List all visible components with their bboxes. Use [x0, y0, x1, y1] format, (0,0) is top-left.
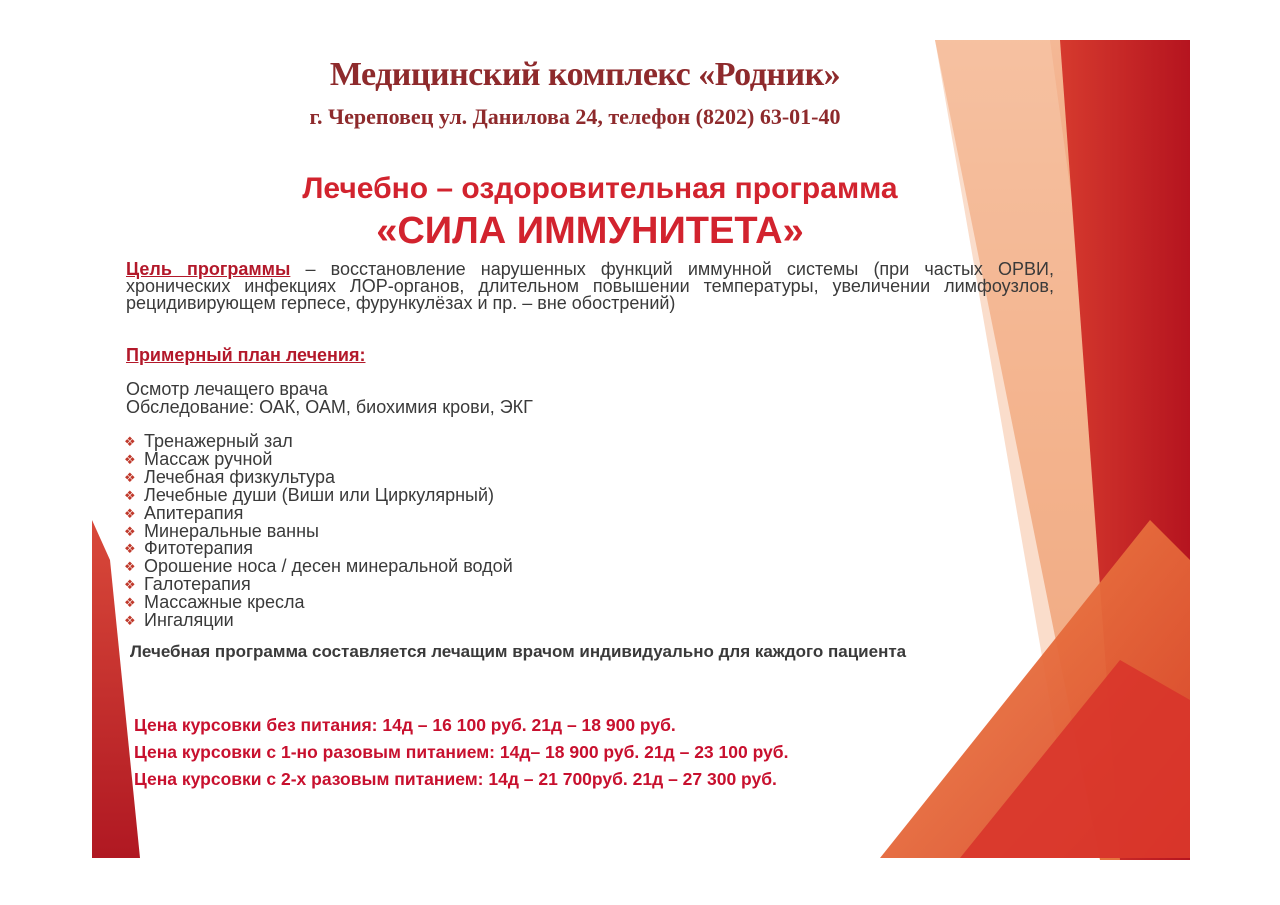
list-item: ❖ Ингаляции [124, 610, 234, 631]
price-no-meals: Цена курсовки без питания: 14д – 16 100 руб. 21д – 18 900 руб. [134, 715, 676, 735]
program-title: Лечебно – оздоровительная программа [302, 172, 898, 205]
program-goal [126, 261, 1054, 312]
diamond-bullet-icon: ❖ [124, 505, 136, 521]
diamond-bullet-icon: ❖ [124, 541, 136, 557]
program-note: Лечебная программа составляется лечащим врачом индивидуально для каждого пациента [130, 642, 907, 661]
diamond-bullet-icon: ❖ [124, 523, 136, 539]
goal-label: Цель программы [126, 259, 291, 279]
diamond-bullet-icon: ❖ [124, 559, 136, 575]
list-item: ❖ Лечебные души (Виши или Циркулярный) [124, 484, 495, 505]
list-item: ❖ Фитотерапия [124, 538, 254, 559]
list-item: ❖ Тренажерный зал [124, 431, 293, 451]
diamond-bullet-icon: ❖ [124, 577, 136, 593]
diamond-bullet-icon: ❖ [124, 595, 136, 611]
plan-heading: Примерный план лечения: [126, 345, 366, 365]
list-item: ❖ Массаж ручной [124, 448, 273, 469]
program-name: «СИЛА ИММУНИТЕТА» [376, 210, 804, 252]
price-two-meals: Цена курсовки с 2-х разовым питанием: 14д – 21 700руб. 21д – 27 300 руб. [134, 769, 777, 789]
services-list [124, 433, 513, 630]
list-item: ❖ Минеральные ванны [124, 520, 319, 541]
list-item: ❖ Массажные кресла [124, 592, 305, 613]
plan-exam: Осмотр лечащего врача [126, 379, 328, 399]
diamond-bullet-icon: ❖ [124, 434, 136, 449]
list-item: ❖ Лечебная физкультура [124, 466, 335, 487]
list-item: ❖ Орошение носа / десен минеральной водой [124, 556, 513, 577]
price-one-meal: Цена курсовки с 1-но разовым питанием: 14д– 18 900 руб. 21д – 23 100 руб. [134, 742, 789, 762]
plan-tests: Обследование: ОАК, ОАМ, биохимия крови, ЭКГ [126, 397, 533, 417]
diamond-bullet-icon: ❖ [124, 613, 136, 629]
diamond-bullet-icon: ❖ [124, 451, 136, 467]
list-item: ❖ Апитерапия [124, 502, 244, 523]
address-phone: г. Череповец ул. Данилова 24, телефон (8202) 63-01-40 [309, 104, 841, 129]
diamond-bullet-icon: ❖ [124, 469, 136, 485]
diamond-bullet-icon: ❖ [124, 487, 136, 503]
goal-text: – восстановление нарушенных функций иммунной системы (при частых ОРВИ, хронических инфекциях ЛОР-органов, длительном повышении температуры, увеличении лимфоузлов, рецидивирующем герпесе, фурункулёзах и пр. – вне обострений) [126, 259, 1054, 313]
organization-name: Медицинский комплекс «Родник» [329, 56, 841, 93]
list-item: ❖ Галотерапия [124, 574, 251, 595]
